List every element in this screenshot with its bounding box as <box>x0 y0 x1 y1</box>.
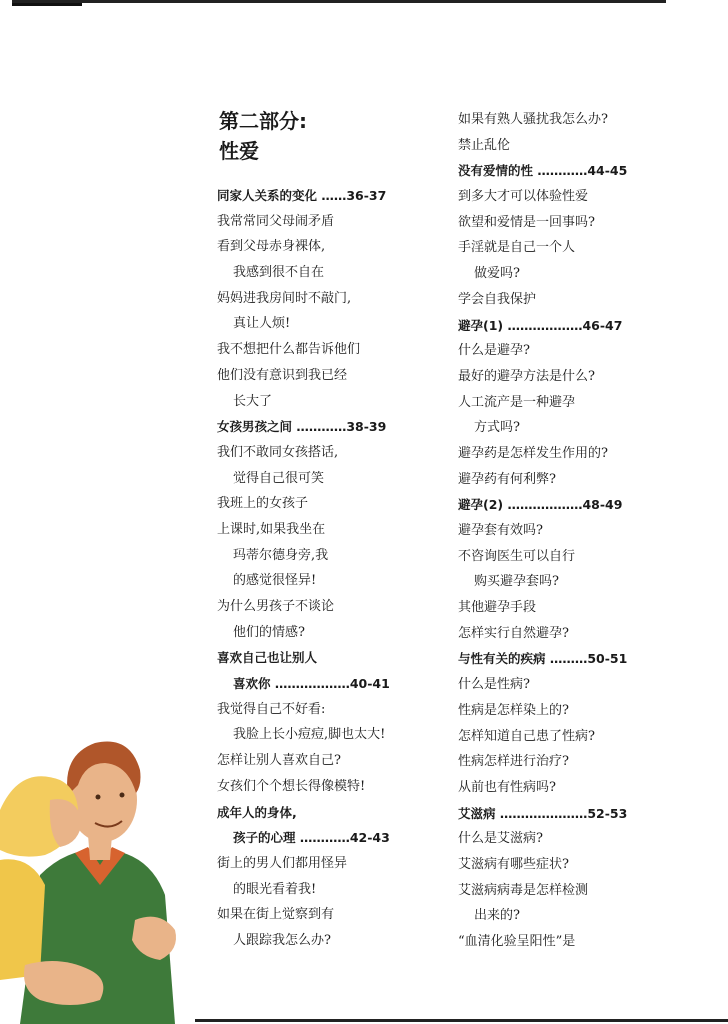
toc-entry: 不咨询医生可以自行 <box>458 548 576 564</box>
toc-section-heading: 喜欢你 ………………40-41 <box>233 676 390 692</box>
toc-entry: 女孩们个个想长得像模特! <box>217 778 366 794</box>
toc-entry: 玛蒂尔德身旁,我 <box>233 547 329 563</box>
toc-entry: 性病怎样进行治疗? <box>458 754 569 770</box>
toc-entry: 性病是怎样染上的? <box>458 702 569 718</box>
toc-entry: 我们不敢同女孩搭话, <box>217 444 339 460</box>
toc-entry: 怎样实行自然避孕? <box>458 625 569 641</box>
toc-section-heading: 没有爱情的性 …………44-45 <box>458 163 628 179</box>
toc-entry: 妈妈进我房间时不敲门, <box>217 290 352 306</box>
toc-entry: 学会自我保护 <box>458 291 537 307</box>
toc-entry: 街上的男人们都用怪异 <box>217 855 348 871</box>
toc-entry: 我感到很不自在 <box>233 265 325 281</box>
toc-left-column <box>217 183 432 954</box>
toc-entry: 避孕套有效吗? <box>458 523 543 538</box>
toc-entry: 我班上的女孩子 <box>217 496 309 512</box>
bottom-rule <box>195 1019 728 1022</box>
toc-entry: 购买避孕套吗? <box>474 574 559 590</box>
toc-entry: 我不想把什么都告诉他们 <box>217 342 361 358</box>
toc-entry: 长大了 <box>233 393 273 409</box>
hugging-couple-illustration <box>0 725 200 1024</box>
toc-entry: 人跟踪我怎么办? <box>233 932 331 948</box>
toc-entry: 避孕药是怎样发生作用的? <box>458 445 608 461</box>
toc-entry: 我脸上长小痘痘,脚也太大! <box>233 727 386 743</box>
toc-section-heading: 同家人关系的变化 ……36-37 <box>217 188 387 203</box>
toc-entry: 最好的避孕方法是什么? <box>458 368 595 384</box>
toc-entry: 禁止乱伦 <box>458 137 511 153</box>
part-heading-title: 性爱 <box>219 139 259 163</box>
toc-entry: 怎样知道自己患了性病? <box>458 728 595 744</box>
toc-entry: 从前也有性病吗? <box>458 779 556 795</box>
toc-section-heading: 女孩男孩之间 …………38-39 <box>217 419 387 435</box>
toc-entry: 人工流产是一种避孕 <box>458 394 576 410</box>
top-rule <box>12 0 666 3</box>
toc-entry: 什么是性病? <box>458 677 530 693</box>
toc-entry: 他们没有意识到我已经 <box>217 367 348 383</box>
toc-entry: 的感觉很怪异! <box>233 573 317 589</box>
toc-entry: 我常常同父母闹矛盾 <box>217 213 335 229</box>
toc-entry: 避孕药有何利弊? <box>458 471 556 487</box>
toc-section-heading: 孩子的心理 …………42-43 <box>233 830 390 846</box>
part-heading-number: 第二部分: <box>219 109 307 133</box>
toc-entry: 上课时,如果我坐在 <box>217 521 326 537</box>
toc-entry: 怎样让别人喜欢自己? <box>217 753 341 769</box>
toc-entry: 觉得自己很可笑 <box>233 470 325 486</box>
toc-entry: 他们的情感? <box>233 624 305 640</box>
toc-section-heading: 艾滋病 …………………52-53 <box>458 805 628 821</box>
toc-entry: 什么是避孕? <box>458 343 530 359</box>
toc-entry: 艾滋病有哪些症状? <box>458 856 569 872</box>
part-heading <box>219 106 307 166</box>
toc-section-heading: 与性有关的疾病 ………50-51 <box>458 651 628 667</box>
toc-entry: 看到父母赤身裸体, <box>217 239 326 255</box>
toc-section-heading: 喜欢自己也让别人 <box>217 650 318 666</box>
toc-entry: 如果在街上觉察到有 <box>217 907 335 923</box>
toc-entry: 真让人烦! <box>233 316 291 332</box>
toc-entry: 到多大才可以体验性爱 <box>458 189 589 205</box>
toc-entry: 做爱吗? <box>474 266 520 282</box>
toc-entry: “血清化验呈阳性”是 <box>458 934 576 949</box>
toc-right-column <box>458 107 673 955</box>
girl-sleeve <box>0 859 45 980</box>
toc-entry: 艾滋病病毒是怎样检测 <box>458 882 589 898</box>
toc-section-heading: 避孕(1) ………………46-47 <box>458 317 623 333</box>
toc-entry: 我觉得自己不好看: <box>217 701 326 717</box>
toc-entry: 的眼光看着我! <box>233 881 317 897</box>
toc-entry: 为什么男孩子不谈论 <box>217 599 335 614</box>
toc-entry: 什么是艾滋病? <box>458 831 543 847</box>
toc-entry: 如果有熟人骚扰我怎么办? <box>458 112 608 127</box>
toc-entry: 方式吗? <box>474 420 520 436</box>
toc-section-heading: 避孕(2) ………………48-49 <box>458 497 623 513</box>
toc-section-heading: 成年人的身体, <box>217 804 297 820</box>
toc-entry: 其他避孕手段 <box>458 600 537 616</box>
toc-entry: 欲望和爱情是一回事吗? <box>458 214 595 230</box>
toc-entry: 出来的? <box>474 908 520 924</box>
toc-entry: 手淫就是自己一个人 <box>458 240 576 256</box>
